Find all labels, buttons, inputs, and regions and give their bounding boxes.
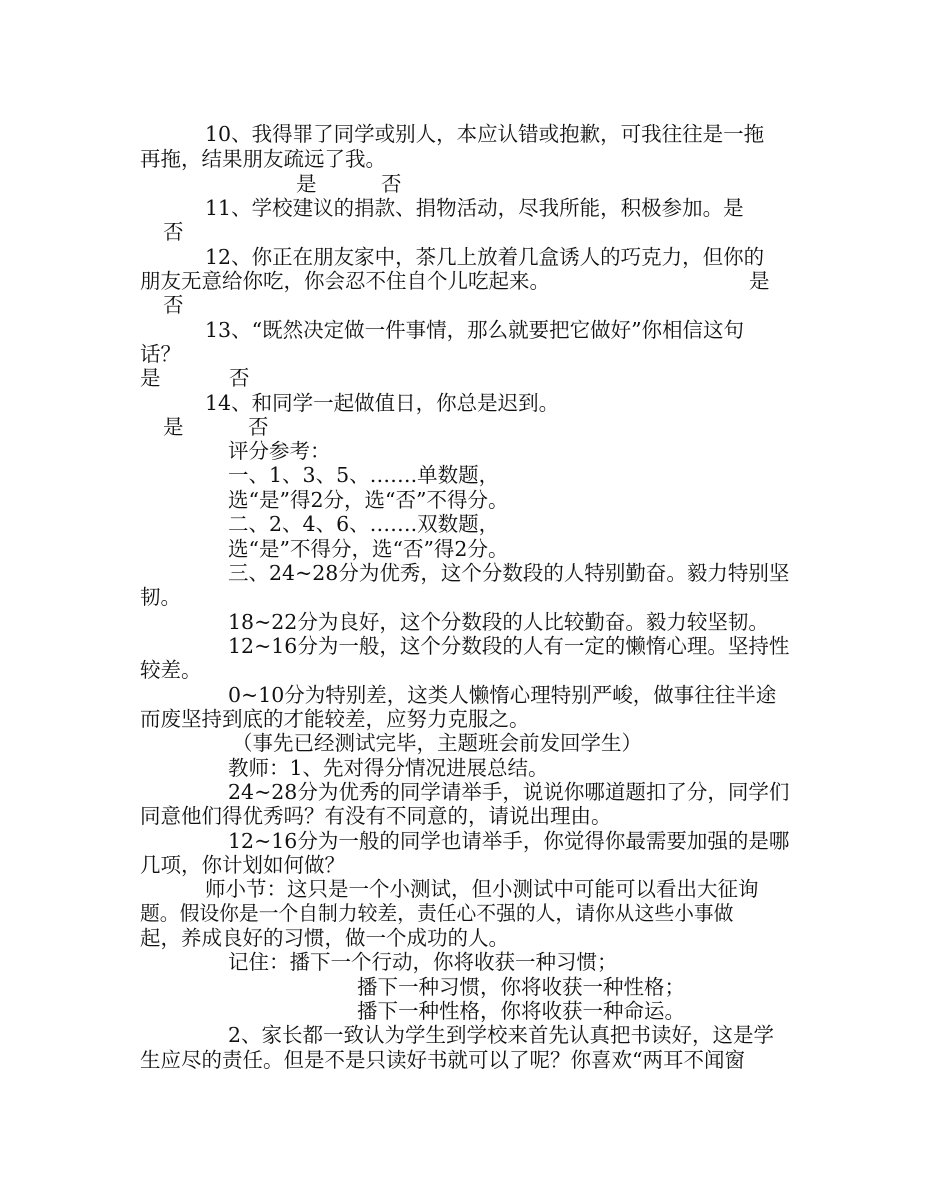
answer-option-no: 否	[163, 220, 184, 244]
answer-option-no: 否	[248, 415, 269, 439]
text-line: 朋友无意给你吃，你会忍不住自个儿吃起来。	[140, 269, 550, 293]
answer-option-yes: 是	[296, 172, 317, 196]
text-line: 几项，你计划如何做？	[140, 853, 345, 877]
text-line: 0~10分为特别差，这类人懒惰心理特别严峻，做事往往半途	[228, 683, 777, 707]
text-line: 12、你正在朋友家中，茶几上放着几盒诱人的巧克力，但你的	[205, 245, 765, 269]
text-line: 起，养成良好的习惯，做一个成功的人。	[140, 926, 509, 950]
answer-option-no: 否	[163, 293, 184, 317]
text-line: 生应尽的责任。但是不是只读好书就可以了呢？你喜欢“两耳不闻窗	[140, 1048, 745, 1072]
section-heading: 评分参考：	[228, 439, 331, 463]
text-line: 11、学校建议的捐款、捐物活动，尽我所能，积极参加。是	[205, 196, 744, 220]
text-line: 较差。	[140, 658, 202, 682]
text-line: 24~28分为优秀的同学请举手，说说你哪道题扣了分，同学们	[228, 780, 790, 804]
text-line: （事先已经测试完毕，主题班会前发回学生）	[232, 731, 642, 755]
answer-option-yes: 是	[140, 366, 161, 390]
text-line: 教师：1、先对得分情况进展总结。	[228, 756, 549, 780]
answer-option-no: 否	[381, 172, 402, 196]
text-line: 韧。	[140, 585, 181, 609]
text-line: 14、和同学一起做值日，你总是迟到。	[205, 391, 560, 415]
answer-option-no: 否	[229, 366, 250, 390]
text-line: 10、我得罪了同学或别人，本应认错或抱歉，可我往往是一拖	[205, 122, 765, 146]
text-line: 题。假设你是一个自制力较差，责任心不强的人，请你从这些小事做	[140, 902, 734, 925]
text-line: 12~16分为一般的同学也请举手，你觉得你最需要加强的是哪	[228, 829, 790, 853]
text-line: 记住：播下一个行动，你将收获一种习惯；	[228, 950, 618, 974]
text-line: 选“是”不得分，选“否”得2分。	[228, 537, 509, 561]
text-line: 再拖，结果朋友疏远了我。	[140, 147, 386, 171]
answer-option-yes: 是	[749, 269, 770, 293]
text-line: 而废坚持到底的才能较差，应努力克服之。	[140, 707, 530, 731]
text-line: 三、24~28分为优秀，这个分数段的人特别勤奋。毅力特别坚	[228, 561, 790, 585]
answer-option-yes: 是	[163, 415, 184, 439]
text-line: 播下一种习惯，你将收获一种性格；	[357, 975, 685, 999]
text-line: 二、2、4、6、…….双数题，	[228, 512, 500, 536]
text-line: 2、家长都一致认为学生到学校来首先认真把书读好，这是学	[228, 1023, 775, 1047]
text-line: 18~22分为良好，这个分数段的人比较勤奋。毅力较坚韧。	[228, 610, 769, 634]
text-line: 同意他们得优秀吗？有没有不同意的，请说出理由。	[140, 804, 612, 828]
text-line: 选“是”得2分，选“否”不得分。	[228, 488, 509, 512]
text-line: 师小节：这只是一个小测试，但小测试中可能可以看出大征询	[205, 877, 759, 901]
text-line: 播下一种性格，你将收获一种命运。	[357, 999, 685, 1023]
text-line: 12~16分为一般，这个分数段的人有一定的懒惰心理。坚持性	[228, 634, 790, 658]
text-line: 13、“既然决定做一件事情，那么就要把它做好”你相信这句	[205, 318, 745, 342]
text-line: 一、1、3、5、…….单数题，	[228, 463, 500, 487]
text-line: 话？	[140, 342, 181, 366]
